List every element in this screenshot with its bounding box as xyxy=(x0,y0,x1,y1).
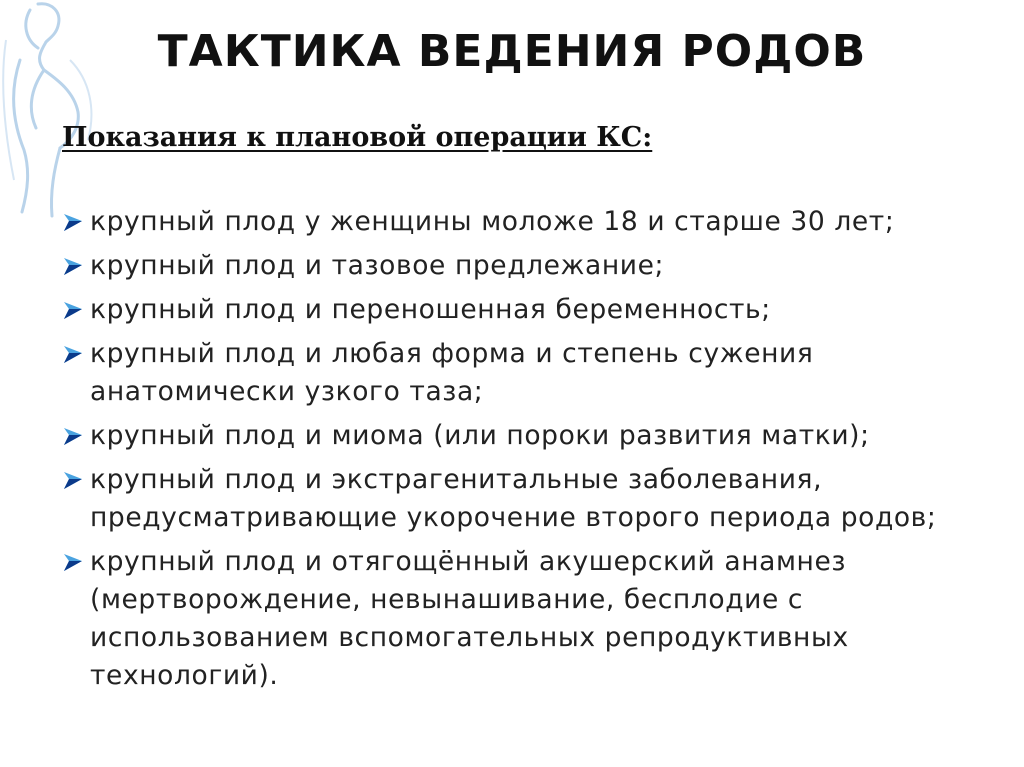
list-item-text: крупный плод и миома (или пороки развития матки); xyxy=(90,420,870,451)
section-subtitle: Показания к плановой операции КС: xyxy=(62,122,653,153)
list-item xyxy=(60,291,1010,329)
arrow-bullet-icon xyxy=(60,203,90,241)
page-title: ТАКТИКА ВЕДЕНИЯ РОДОВ xyxy=(157,26,867,77)
list-item-text: крупный плод и тазовое предлежание; xyxy=(90,250,665,281)
arrow-bullet-icon xyxy=(60,247,90,285)
list-item-text: крупный плод и экстрагенитальные заболевания, предусматривающие укорочение второго периода родов; xyxy=(90,464,937,533)
list-item xyxy=(60,417,1010,455)
list-item xyxy=(60,247,1010,285)
list-item-text: крупный плод и любая форма и степень сужения анатомически узкого таза; xyxy=(90,338,814,407)
list-item xyxy=(60,335,1010,411)
arrow-bullet-icon xyxy=(60,461,90,499)
list-item xyxy=(60,203,1010,241)
indications-list xyxy=(60,203,1010,701)
arrow-bullet-icon xyxy=(60,417,90,455)
list-item xyxy=(60,461,1010,537)
list-item xyxy=(60,543,1010,695)
list-item-text: крупный плод у женщины моложе 18 и старше 30 лет; xyxy=(90,206,895,237)
list-item-text: крупный плод и отягощённый акушерский анамнез (мертворождение, невынашивание, бесплодие с использованием вспомогательных репродуктивных технологий). xyxy=(90,546,849,691)
arrow-bullet-icon xyxy=(60,335,90,373)
arrow-bullet-icon xyxy=(60,291,90,329)
list-item-text: крупный плод и переношенная беременность; xyxy=(90,294,771,325)
arrow-bullet-icon xyxy=(60,543,90,581)
